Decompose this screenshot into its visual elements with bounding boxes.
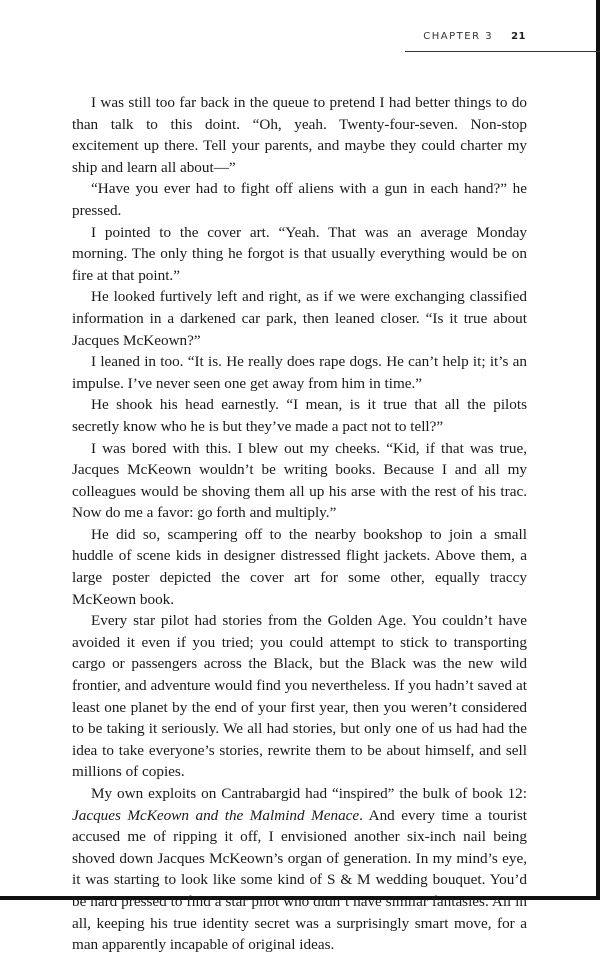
header-rule bbox=[405, 51, 600, 52]
paragraph-last bbox=[72, 783, 527, 956]
paragraph: I leaned in too. “It is. He really does rape dogs. He can’t help it; it’s an impulse. I’ve never seen one get away from him in time.” bbox=[72, 353, 527, 392]
chapter-label: CHAPTER 3 bbox=[423, 31, 494, 42]
paragraph: I was bored with this. I blew out my cheeks. “Kid, if that was true, Jacques McKeown wouldn’t be writing books. Because I and all my colleagues would be shoving them all up his arse with the rest of his trac. Now do me a favor: go forth and multiply.” bbox=[72, 439, 527, 522]
paragraph: I was still too far back in the queue to pretend I had better things to do than talk to this doint. “Oh, yeah. Twenty-four-seven. Non-stop excitement up there. Tell your parents, and maybe they could charter my ship and learn all about—” bbox=[72, 94, 527, 176]
paragraph-rest: . And every time a tourist accused me of ripping it off, I envisioned another six-inch nail being shoved down Jacques McKeown’s organ of generation. In my mind’s eye, it was starting to look like some kind of S & M wedding bouquet. You’d be hard pressed to find a star pilot who didn’t have similar fantasies. All in all, keeping his true identity secret was a surprisingly smart move, for a man apparently incapable of original ideas. bbox=[72, 806, 527, 954]
paragraph: He looked furtively left and right, as if we were exchanging classified information in a darkened car park, then leaned closer. “Is it true about Jacques McKeown?” bbox=[72, 288, 527, 349]
paragraph: He shook his head earnestly. “I mean, is it true that all the pilots secretly know who he is but they’ve made a pact not to tell?” bbox=[72, 396, 527, 435]
paragraph: “Have you ever had to fight off aliens with a gun in each hand?” he pressed. bbox=[72, 180, 527, 219]
paragraph: Every star pilot had stories from the Golden Age. You couldn’t have avoided it even if you tried; you could attempt to stick to transporting cargo or passengers across the Black, but the Black was the new wild frontier, and adventure would find you nevertheless. If you hadn’t saved at least one planet by the end of your first year, then you weren’t considered to be taking it seriously. We all had stories, but only one of us had had the idea to take everyone’s stories, rewrite them to be about himself, and sell millions of copies. bbox=[72, 612, 527, 781]
paragraph: He did so, scampering off to the nearby bookshop to join a small huddle of scene kids in designer distressed flight jackets. Above them, a large poster depicted the cover art for some other, equally traccy McKeown book. bbox=[72, 525, 527, 608]
book-title: Jacques McKeown and the Malmind Menace bbox=[72, 806, 360, 824]
page-number: 21 bbox=[511, 31, 526, 42]
paragraph: I pointed to the cover art. “Yeah. That was an average Monday morning. The only thing he forgot is that usually everything would be on fire at that point.” bbox=[72, 223, 527, 284]
body-text bbox=[72, 92, 527, 956]
paragraph-lead: My own exploits on Cantrabargid had “inspired” the bulk of book 12: bbox=[91, 785, 527, 802]
running-head bbox=[423, 31, 526, 42]
